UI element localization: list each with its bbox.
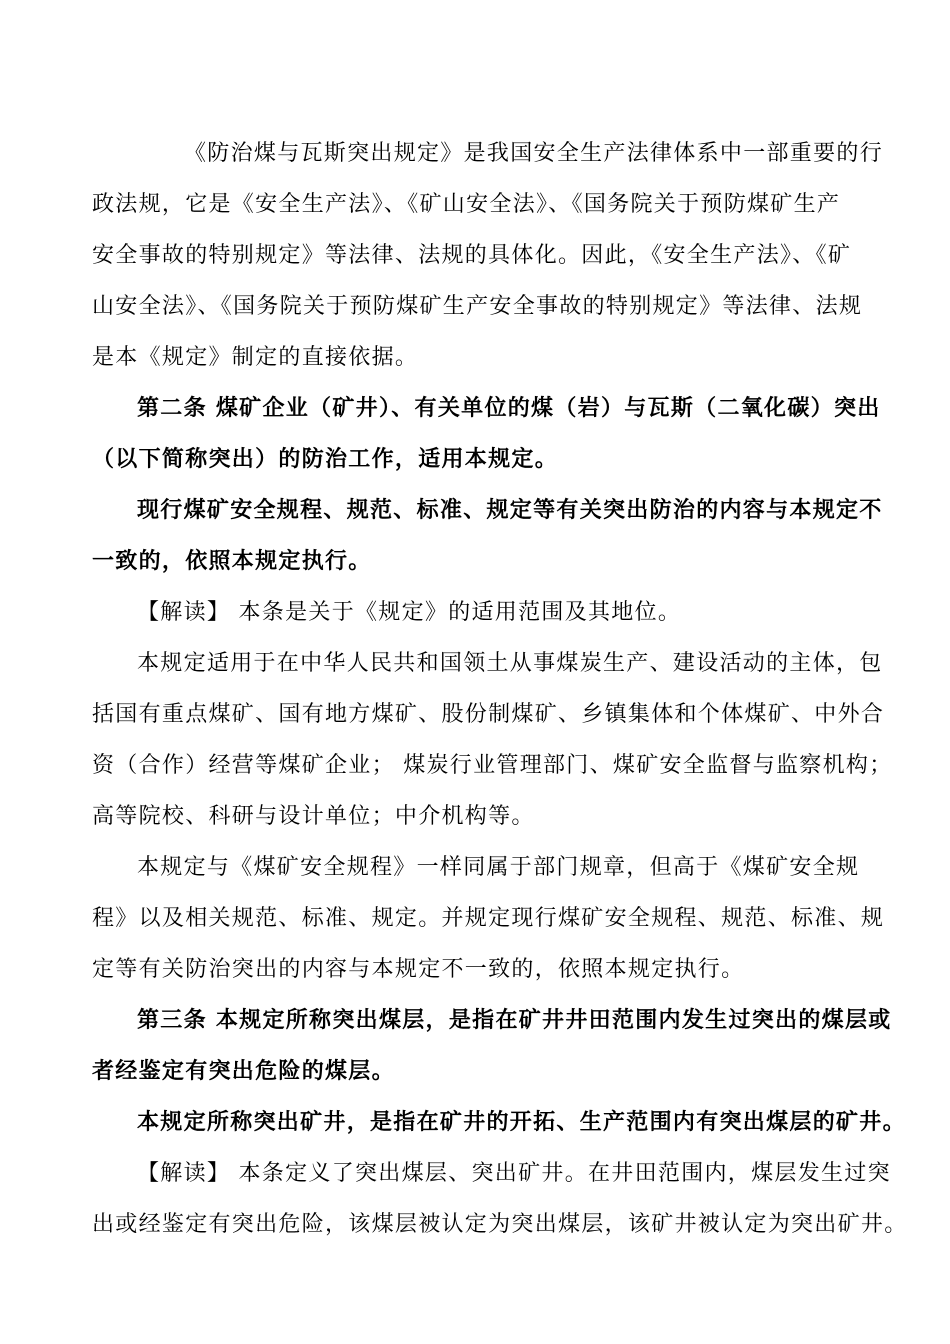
text-line: 政法规，它是《安全生产法》、《矿山安全法》、《国务院关于预防煤矿生产 bbox=[92, 192, 841, 217]
text-line: 本规定所称突出矿井，是指在矿井的开拓、生产范围内有突出煤层的矿井。 bbox=[137, 1109, 906, 1135]
text-line: 现行煤矿安全规程、规范、标准、规定等有关突出防治的内容与本规定不 bbox=[137, 497, 883, 523]
text-line: 第三条 本规定所称突出煤层，是指在矿井井田范围内发生过突出的煤层或 bbox=[137, 1007, 892, 1033]
text-line: 《防治煤与瓦斯突出规定》是我国安全生产法律体系中一部重要的行 bbox=[184, 141, 884, 166]
text-line: 本规定与《煤矿安全规程》一样同属于部门规章，但高于《煤矿安全规 bbox=[137, 855, 860, 880]
text-line: 一致的，依照本规定执行。 bbox=[92, 548, 372, 574]
text-line: 程》以及相关规范、标准、规定。并规定现行煤矿安全规程、规范、标准、规 bbox=[92, 906, 885, 931]
text-line: 出或经鉴定有突出危险，该煤层被认定为突出煤层，该矿井被认定为突出矿井。 bbox=[92, 1212, 908, 1237]
text-line: 【解读】 本条是关于《规定》的适用范围及其地位。 bbox=[137, 600, 682, 625]
text-line: 资（合作）经营等煤矿企业； 煤炭行业管理部门、煤矿安全监督与监察机构； bbox=[92, 753, 893, 778]
text-line: 安全事故的特别规定》等法律、法规的具体化。因此，《安全生产法》、《矿 bbox=[92, 243, 852, 268]
article-3-paragraph-2 bbox=[92, 1097, 918, 1148]
paragraph-intro bbox=[92, 128, 918, 383]
text-line: 山安全法》、《国务院关于预防煤矿生产安全事故的特别规定》等法律、法规 bbox=[92, 294, 863, 319]
article-2-interpretation bbox=[92, 587, 918, 638]
text-line: 括国有重点煤矿、国有地方煤矿、股份制煤矿、乡镇集体和个体煤矿、中外合 bbox=[92, 702, 885, 727]
article-2-scope bbox=[92, 638, 918, 842]
text-line: 高等院校、科研与设计单位；中介机构等。 bbox=[92, 804, 535, 829]
document-body bbox=[92, 128, 918, 1250]
text-line: 是本《规定》制定的直接依据。 bbox=[92, 345, 419, 370]
article-2-status bbox=[92, 842, 918, 995]
text-line: 【解读】 本条定义了突出煤层、突出矿井。在井田范围内，煤层发生过突 bbox=[137, 1161, 891, 1186]
article-3-interpretation bbox=[92, 1148, 918, 1250]
text-line: 本规定适用于在中华人民共和国领土从事煤炭生产、建设活动的主体，包 bbox=[137, 651, 883, 676]
article-2-heading bbox=[92, 383, 918, 485]
article-2-paragraph-2 bbox=[92, 485, 918, 587]
text-line: 者经鉴定有突出危险的煤层。 bbox=[92, 1058, 395, 1084]
article-3-heading bbox=[92, 995, 918, 1097]
text-line: 第二条 煤矿企业（矿井）、有关单位的煤（岩）与瓦斯（二氧化碳）突出 bbox=[137, 395, 881, 421]
text-line: 定等有关防治突出的内容与本规定不一致的，依照本规定执行。 bbox=[92, 957, 745, 982]
text-line: （以下简称突出）的防治工作，适用本规定。 bbox=[92, 446, 559, 472]
